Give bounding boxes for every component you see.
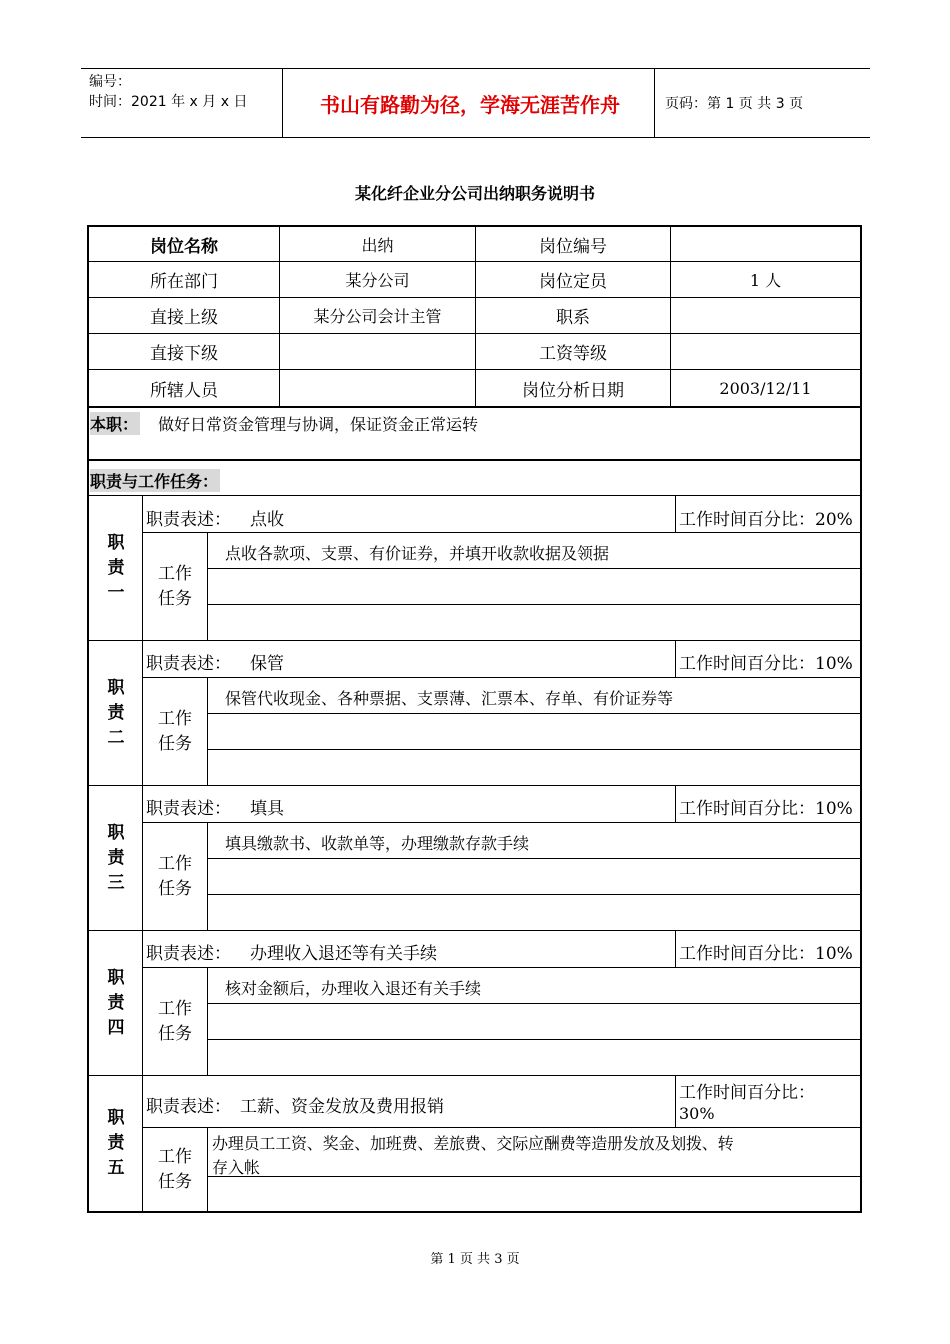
duty-desc: 办理收入退还等有关手续	[250, 944, 437, 964]
duty-desc: 填具	[250, 799, 284, 819]
post-code-label: 岗位编号	[539, 236, 607, 257]
duty-task-line-2: 存入帐	[212, 1158, 261, 1177]
header-motto: 书山有路勤为径，学海无涯苦作舟	[320, 92, 620, 117]
subordinate-value	[280, 334, 475, 369]
superior-value: 某分公司会计主管	[313, 307, 442, 326]
analysis-date-value: 2003/12/11	[719, 378, 812, 398]
header-page-info: 页码：第 1 页 共 3 页	[665, 96, 804, 112]
grade-value	[671, 334, 860, 369]
dept-label: 所在部门	[150, 272, 218, 292]
duty-desc-label: 职责表述：	[146, 1097, 231, 1117]
duty-time-pct: 工作时间百分比：10%	[679, 944, 853, 964]
duty-label: 职 责 三	[107, 822, 125, 893]
post-code-value	[671, 227, 860, 261]
staff-label: 所辖人员	[150, 380, 218, 401]
task-label: 工作 任务	[158, 1146, 192, 1192]
dept-value: 某分公司	[345, 271, 410, 290]
subordinate-label: 直接下级	[150, 344, 218, 364]
analysis-date-label: 岗位分析日期	[522, 380, 624, 401]
duty-time-pct: 工作时间百分比：20%	[679, 510, 853, 530]
header-divider	[282, 69, 283, 137]
duty-desc: 工薪、资金发放及费用报销	[240, 1097, 444, 1117]
duty-desc-label: 职责表述：	[146, 799, 231, 819]
page-footer: 第 1 页 共 3 页	[430, 1252, 520, 1267]
header-divider	[654, 69, 655, 137]
series-value	[671, 298, 860, 333]
post-name-label: 岗位名称	[150, 236, 218, 257]
series-label: 职系	[556, 308, 590, 328]
duty-time-pct-label: 工作时间百分比：	[679, 1083, 815, 1103]
duty-task: 核对金额后，办理收入退还有关手续	[225, 979, 482, 998]
grade-label: 工资等级	[539, 344, 607, 364]
duty-time-pct-value: 30%	[679, 1104, 715, 1123]
task-label: 工作 任务	[158, 563, 192, 609]
duty-label: 职 责 二	[107, 677, 125, 748]
time-label: 时间：2021 年 x 月 x 日	[89, 94, 248, 110]
headcount-label: 岗位定员	[539, 272, 607, 292]
duty-label: 职 责 四	[107, 967, 125, 1038]
number-label: 编号：	[89, 74, 131, 90]
duty-desc: 保管	[250, 654, 284, 674]
role-text: 做好日常资金管理与协调，保证资金正常运转	[158, 415, 479, 434]
superior-label: 直接上级	[150, 308, 218, 328]
duty-desc-label: 职责表述：	[146, 510, 231, 530]
duty-task-line-1: 办理员工工资、奖金、加班费、差旅费、交际应酬费等造册发放及划拨、转	[212, 1134, 734, 1153]
duty-desc: 点收	[250, 510, 284, 530]
task-label: 工作 任务	[158, 708, 192, 754]
duty-desc-label: 职责表述：	[146, 654, 231, 674]
duties-heading: 职责与工作任务：	[90, 469, 220, 492]
task-label: 工作 任务	[158, 998, 192, 1044]
duty-label: 职 责 一	[107, 532, 125, 603]
duty-label: 职 责 五	[107, 1108, 125, 1178]
duty-time-pct: 工作时间百分比：10%	[679, 654, 853, 674]
headcount-value: 1 人	[749, 271, 782, 290]
duty-time-pct: 工作时间百分比：10%	[679, 799, 853, 819]
staff-value	[280, 370, 475, 406]
duty-task: 点收各款项、支票、有价证券，并填开收款收据及领据	[225, 544, 610, 563]
task-label: 工作 任务	[158, 853, 192, 899]
document-title: 某化纤企业分公司出纳职务说明书	[354, 184, 595, 203]
header-meta	[89, 72, 247, 112]
role-label: 本职：	[90, 412, 140, 435]
duty-task: 填具缴款书、收款单等，办理缴款存款手续	[225, 834, 530, 853]
duty-desc-label: 职责表述：	[146, 944, 231, 964]
document-header	[81, 68, 870, 138]
duty-task: 保管代收现金、各种票据、支票薄、汇票本、存单、有价证券等	[225, 689, 674, 708]
post-name-value: 出纳	[361, 235, 394, 255]
